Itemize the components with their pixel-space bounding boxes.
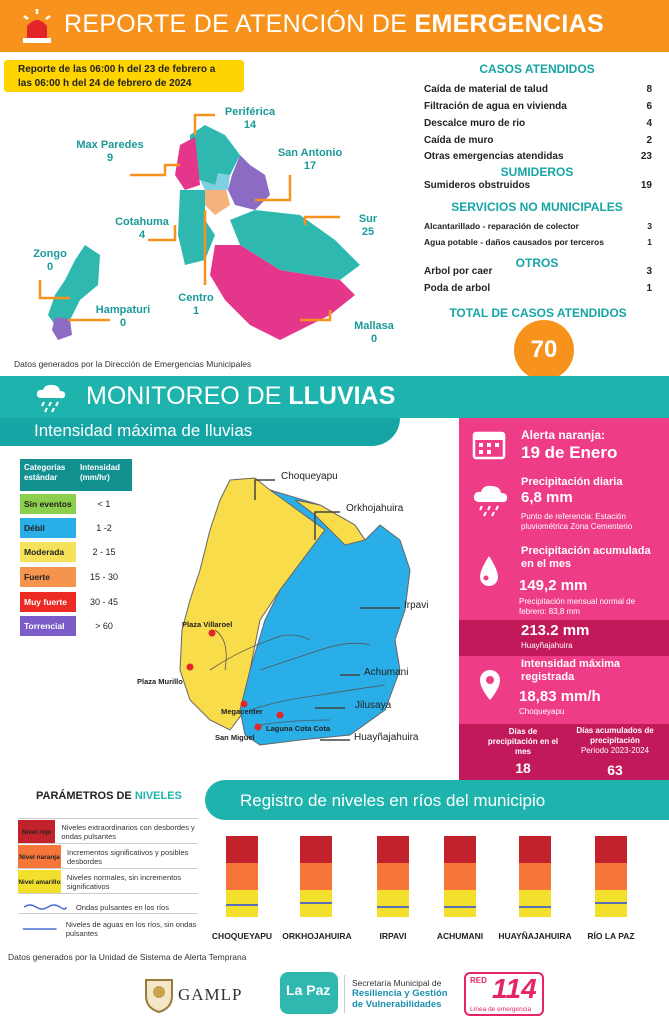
case-row: Otras emergencias atendidas 23 bbox=[424, 151, 652, 162]
river-name: HUAYÑAJAHUIRA bbox=[498, 931, 572, 941]
basin-label: Jilusaya bbox=[355, 700, 392, 711]
category-row: Fuerte 15 - 30 bbox=[20, 567, 132, 587]
case-row: Sumideros obstruidos 19 bbox=[424, 180, 652, 191]
case-row: Caída de material de talud 8 bbox=[424, 84, 652, 95]
river-name: CHOQUEYAPU bbox=[211, 931, 273, 941]
max-accum-value: 213.2 mm bbox=[521, 622, 590, 639]
case-row: Alcantarillado - reparación de colector 3 bbox=[424, 221, 652, 231]
siren-icon bbox=[20, 8, 54, 44]
calendar-icon bbox=[472, 428, 506, 460]
category-table-header: Categorías estándar Intensidad (mm/hr) bbox=[20, 459, 132, 491]
location-pin-icon bbox=[478, 668, 502, 702]
cases-title: CASOS ATENDIDOS bbox=[479, 62, 595, 76]
basin-label: Orkhojahuira bbox=[346, 503, 404, 514]
river-gauge bbox=[519, 836, 551, 917]
report-period: Reporte de las 06:00 h del 23 de febrero a las 06:00 h del 24 de febrero de 2024 bbox=[4, 60, 244, 92]
red-114-logo: RED 114 Línea de emergencia bbox=[464, 972, 544, 1016]
daily-note: Punto de referencia: Estación pluviométrica Zona Cementerio bbox=[521, 512, 633, 531]
level-legend-item: Ondas pulsantes en los ríos bbox=[18, 893, 198, 920]
rain-cloud-icon bbox=[34, 382, 68, 414]
district-mallasa: Mallasa 0 bbox=[354, 320, 394, 345]
district-zongo: Zongo 0 bbox=[33, 248, 67, 273]
place-label: Laguna Cota Cota bbox=[266, 724, 331, 733]
daily-label: Precipitación diaria bbox=[521, 476, 623, 488]
intensity-place: Choqueyapu bbox=[519, 707, 565, 716]
category-row: Muy fuerte 30 - 45 bbox=[20, 592, 132, 612]
case-row: Arbol por caer 3 bbox=[424, 266, 652, 277]
river-name: ORKHOJAHUIRA bbox=[282, 931, 352, 941]
alert-date: 19 de Enero bbox=[521, 443, 618, 462]
monthly-note: Precipitación mensual normal de febrero: 83,8 mm bbox=[519, 597, 636, 616]
flat-line-icon bbox=[18, 917, 60, 941]
category-row: Débil 1 -2 bbox=[20, 518, 132, 538]
page-title: REPORTE DE ATENCIÓN DE EMERGENCIAS bbox=[64, 10, 604, 38]
la-paz-logo: La Paz bbox=[280, 972, 338, 1014]
days-accum-period: Periodo 2023-2024 bbox=[580, 746, 650, 755]
days-month-label: Días de precipitación en el mes bbox=[487, 727, 559, 756]
basin-label: Irpavi bbox=[404, 600, 429, 611]
river-gauge bbox=[300, 836, 332, 917]
daily-value: 6,8 mm bbox=[521, 489, 573, 506]
level-legend-item: Nivel amarillo Niveles normales, sin incrementos significativos bbox=[18, 868, 198, 895]
river-name: RÍO LA PAZ bbox=[587, 931, 635, 941]
river-name: ACHUMANI bbox=[436, 931, 484, 941]
max-accum-place: Huayñajahuira bbox=[521, 641, 573, 650]
river-gauge bbox=[444, 836, 476, 917]
river-registry-title: Registro de niveles en ríos del municipio bbox=[240, 791, 546, 810]
rain-subtitle: Intensidad máxima de lluvias bbox=[34, 421, 253, 440]
intensity-value: 18,83 mm/h bbox=[519, 688, 601, 705]
days-accum-label: Días acumulados de precipitación bbox=[576, 726, 654, 745]
case-row: Filtración de agua en vivienda 6 bbox=[424, 101, 652, 112]
no-municipal-title: SERVICIOS NO MUNICIPALES bbox=[451, 200, 623, 214]
intensity-label: Intensidad máxima registrada bbox=[521, 658, 621, 683]
district-hampaturi: Hampaturi 0 bbox=[95, 304, 151, 329]
district-periferica: Periférica 14 bbox=[224, 106, 276, 131]
category-row: Torrencial > 60 bbox=[20, 616, 132, 636]
district-centro: Centro 1 bbox=[178, 292, 214, 317]
case-row: Poda de arbol 1 bbox=[424, 283, 652, 294]
category-row: Sin eventos < 1 bbox=[20, 494, 132, 514]
case-row: Caída de muro 2 bbox=[424, 135, 652, 146]
secretaria-line: Resiliencia y Gestión bbox=[352, 988, 448, 999]
river-gauge bbox=[595, 836, 627, 917]
basin-label: Choqueyapu bbox=[281, 471, 338, 482]
case-row: Descalce muro de rio 4 bbox=[424, 118, 652, 129]
level-legend-item: Nivel naranja Incrementos significativos y posibles desbordes bbox=[18, 843, 198, 870]
level-legend-item: Nivel rojo Niveles extraordinarios con desbordes y ondas pulsantes bbox=[18, 818, 198, 845]
district-max-paredes: Max Paredes 9 bbox=[76, 139, 144, 164]
footer-divider bbox=[344, 975, 345, 1013]
total-count: 70 bbox=[514, 320, 574, 380]
basin-label: Huayñajahuira bbox=[354, 732, 419, 743]
gamlp-logo: GAMLP bbox=[178, 985, 243, 1004]
secretaria-line: de Vulnerabilidades bbox=[352, 999, 442, 1010]
map-source: Datos generados por la Dirección de Emergencias Municipales bbox=[14, 359, 252, 369]
levels-title: PARÁMETROS DE NIVELES bbox=[36, 790, 182, 802]
rain-icon bbox=[472, 484, 510, 518]
case-row: Agua potable - daños causados por terceros 1 bbox=[424, 237, 652, 247]
monthly-label: Precipitación acumulada en el mes bbox=[521, 545, 651, 570]
sumideros-title: SUMIDEROS bbox=[500, 165, 574, 179]
coat-of-arms-logo bbox=[142, 974, 176, 1014]
place-label: Megacenter bbox=[221, 707, 263, 716]
district-san-antonio: San Antonio 17 bbox=[277, 147, 343, 172]
water-drop-icon bbox=[476, 554, 502, 590]
levels-source: Datos generados por la Unidad de Sistema de Alerta Temprana bbox=[8, 952, 247, 962]
district-cotahuma: Cotahuma 4 bbox=[115, 216, 169, 241]
level-legend-item: Niveles de aguas en los ríos, sin ondas pulsantes bbox=[18, 913, 198, 944]
days-accum-value: 63 bbox=[607, 762, 623, 778]
river-name: IRPAVI bbox=[379, 931, 407, 941]
district-sur: Sur 25 bbox=[358, 213, 378, 238]
rain-title: MONITOREO DE LLUVIAS bbox=[86, 382, 396, 410]
alert-title: Alerta naranja: bbox=[521, 428, 606, 442]
monthly-value: 149,2 mm bbox=[519, 577, 588, 594]
place-label: San Miguel bbox=[215, 733, 255, 742]
river-gauge bbox=[226, 836, 258, 917]
river-gauge bbox=[377, 836, 409, 917]
secretaria-line: Secretaría Municipal de bbox=[352, 978, 442, 988]
category-row: Moderada 2 - 15 bbox=[20, 542, 132, 562]
basin-label: Achumani bbox=[364, 667, 409, 678]
place-label: Plaza Murillo bbox=[137, 677, 183, 686]
days-month-value: 18 bbox=[515, 760, 531, 776]
total-title: TOTAL DE CASOS ATENDIDOS bbox=[449, 306, 627, 320]
place-label: Plaza Villaroel bbox=[182, 620, 233, 629]
otros-title: OTROS bbox=[515, 256, 559, 270]
